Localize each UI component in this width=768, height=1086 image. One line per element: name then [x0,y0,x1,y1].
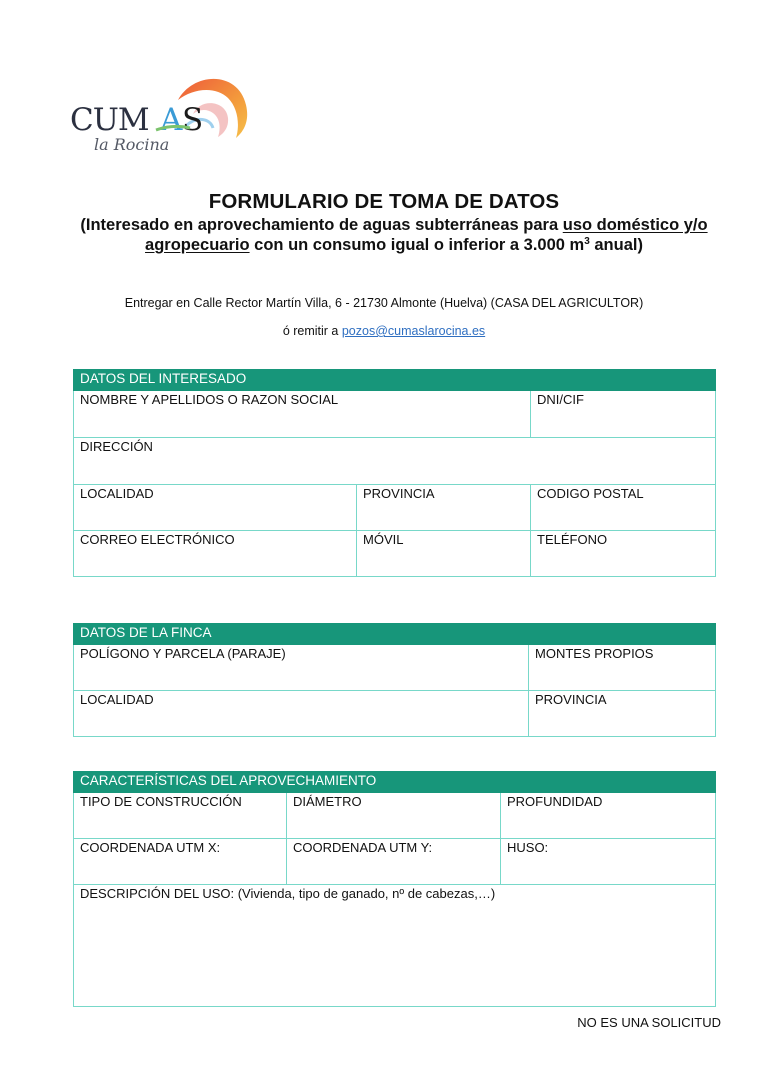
correo-field[interactable]: CORREO ELECTRÓNICO [74,531,357,577]
utm-x-field[interactable]: COORDENADA UTM X: [74,839,287,885]
email-link[interactable]: pozos@cumaslarocina.es [341,324,486,338]
movil-field[interactable]: MÓVIL [357,531,531,577]
provincia-field[interactable]: PROVINCIA [357,485,531,531]
svg-text:S: S [182,102,204,138]
finca-table [73,623,716,737]
section-header-finca: DATOS DE LA FINCA [74,624,716,645]
localidad-field[interactable]: LOCALIDAD [74,485,357,531]
huso-field[interactable]: HUSO: [501,839,716,885]
delivery-address: Entregar en Calle Rector Martín Villa, 6 - 21730 Almonte (Huelva) (CASA DEL AGRICULTOR) [124,296,644,310]
remit-line [0,324,768,338]
descripcion-uso-field[interactable]: DESCRIPCIÓN DEL USO: (Vivienda, tipo de ganado, nº de cabezas,…) [74,885,716,1007]
interesado-table [73,369,716,577]
direccion-field[interactable]: DIRECCIÓN [74,438,716,485]
cumas-logo [68,70,253,155]
montes-field[interactable]: MONTES PROPIOS [529,645,716,691]
aprovechamiento-table [73,771,716,1007]
finca-provincia-field[interactable]: PROVINCIA [529,691,716,737]
diametro-field[interactable]: DIÁMETRO [287,793,501,839]
telefono-field[interactable]: TELÉFONO [531,531,716,577]
codigo-postal-field[interactable]: CODIGO POSTAL [531,485,716,531]
svg-text:la Rocina: la Rocina [94,135,170,154]
finca-localidad-field[interactable]: LOCALIDAD [74,691,529,737]
poligono-field[interactable]: POLÍGONO Y PARCELA (PARAJE) [74,645,529,691]
superscript: 3 [584,236,590,247]
svg-text:CUM: CUM [70,102,149,138]
nombre-field[interactable]: NOMBRE Y APELLIDOS O RAZON SOCIAL [74,391,531,438]
svg-text:A: A [160,102,183,138]
footer-note: NO ES UNA SOLICITUD [577,1015,721,1030]
subtitle-text: (Interesado en aprovechamiento de aguas subterráneas para [80,216,563,234]
tipo-construccion-field[interactable]: TIPO DE CONSTRUCCIÓN [74,793,287,839]
section-header-interesado: DATOS DEL INTERESADO [74,370,716,391]
page-title: FORMULARIO DE TOMA DE DATOS [208,190,560,213]
cumas-logo-graphic [68,70,253,155]
dni-field[interactable]: DNI/CIF [531,391,716,438]
utm-y-field[interactable]: COORDENADA UTM Y: [287,839,501,885]
profundidad-field[interactable]: PROFUNDIDAD [501,793,716,839]
section-header-aprovechamiento: CARACTERÍSTICAS DEL APROVECHAMIENTO [74,772,716,793]
subtitle-text: con un consumo igual o inferior a 3.000 m [249,236,585,254]
subtitle-underlined-text: uso doméstico y/o agropecuario [145,216,708,254]
subtitle-text: anual) [589,236,643,254]
page-subtitle [80,215,708,255]
remit-prefix: ó remitir a [282,324,342,338]
